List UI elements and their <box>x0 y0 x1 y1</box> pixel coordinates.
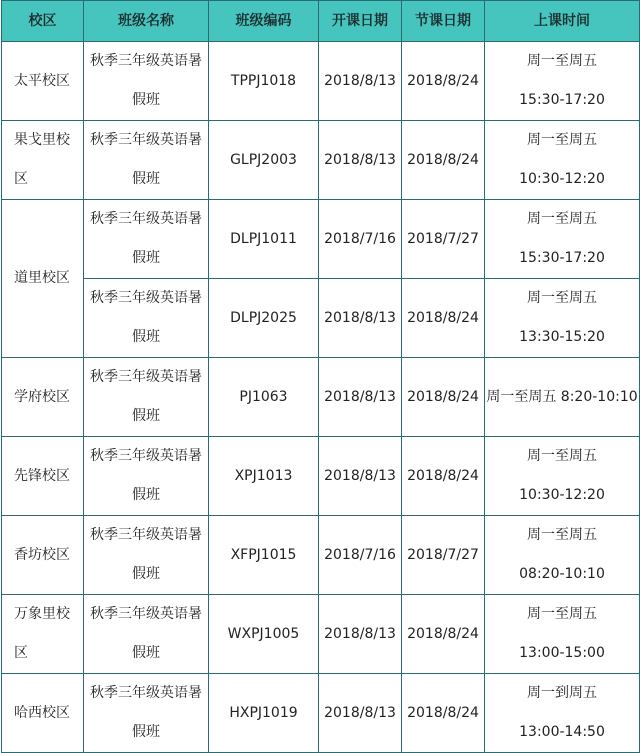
class-code-cell: HXPJ1019 <box>209 674 319 753</box>
class-schedule-table <box>1 0 640 753</box>
campus-cell <box>2 200 84 358</box>
campus-cell <box>2 42 84 121</box>
class-name-line: 秋季三年级英语暑 <box>90 448 202 464</box>
campus-text: 学府校区 <box>14 388 70 405</box>
class-code-cell: XPJ1013 <box>209 437 319 516</box>
end-date-cell: 2018/8/24 <box>402 674 485 753</box>
table-row <box>2 121 640 200</box>
class-name-cell <box>84 358 209 437</box>
header-end-date: 节课日期 <box>402 1 485 42</box>
campus-cell <box>2 516 84 595</box>
class-name-line: 假班 <box>132 566 160 582</box>
time-cell <box>485 516 640 595</box>
class-name-line: 秋季三年级英语暑 <box>90 290 202 306</box>
campus-text: 哈西校区 <box>14 704 70 721</box>
campus-cell <box>2 674 84 753</box>
time-line: 周一至周五 <box>527 448 597 464</box>
end-date-cell: 2018/8/24 <box>402 279 485 358</box>
class-name-cell <box>84 200 209 279</box>
time-line: 10:30-12:20 <box>519 171 605 187</box>
class-name-line: 假班 <box>132 171 160 187</box>
time-line: 13:00-14:50 <box>519 724 605 740</box>
time-cell <box>485 279 640 358</box>
class-name-line: 秋季三年级英语暑 <box>90 606 202 622</box>
campus-cell <box>2 121 84 200</box>
time-line: 周一至周五 <box>527 211 597 227</box>
class-code-cell: WXPJ1005 <box>209 595 319 674</box>
table-row <box>2 437 640 516</box>
class-name-cell <box>84 279 209 358</box>
end-date-cell: 2018/8/24 <box>402 437 485 516</box>
end-date-cell: 2018/7/27 <box>402 516 485 595</box>
campus-text: 先锋校区 <box>14 467 70 484</box>
table-row <box>2 358 640 437</box>
campus-text: 万象里校 <box>14 606 70 622</box>
campus-text: 区 <box>14 171 28 187</box>
class-name-line: 秋季三年级英语暑 <box>90 685 202 701</box>
class-name-cell <box>84 674 209 753</box>
class-name-line: 秋季三年级英语暑 <box>90 132 202 148</box>
class-name-line: 假班 <box>132 645 160 661</box>
class-name-line: 秋季三年级英语暑 <box>90 527 202 543</box>
table-row <box>2 674 640 753</box>
table-header-row <box>2 1 640 42</box>
class-name-line: 假班 <box>132 250 160 266</box>
start-date-cell: 2018/7/16 <box>319 200 402 279</box>
class-name-line: 假班 <box>132 487 160 503</box>
end-date-cell: 2018/8/24 <box>402 358 485 437</box>
start-date-cell: 2018/8/13 <box>319 674 402 753</box>
start-date-cell: 2018/8/13 <box>319 437 402 516</box>
time-line: 10:30-12:20 <box>519 487 605 503</box>
class-name-line: 假班 <box>132 408 160 424</box>
class-name-line: 秋季三年级英语暑 <box>90 211 202 227</box>
end-date-cell: 2018/7/27 <box>402 200 485 279</box>
campus-cell <box>2 595 84 674</box>
class-code-cell: XFPJ1015 <box>209 516 319 595</box>
start-date-cell: 2018/8/13 <box>319 595 402 674</box>
campus-text: 区 <box>14 645 28 661</box>
end-date-cell: 2018/8/24 <box>402 121 485 200</box>
time-cell <box>485 121 640 200</box>
end-date-cell: 2018/8/24 <box>402 42 485 121</box>
time-line: 周一至周五 <box>527 527 597 543</box>
class-name-cell <box>84 595 209 674</box>
class-name-line: 假班 <box>132 329 160 345</box>
time-line: 周一到周五 <box>527 685 597 701</box>
time-line: 周一至周五 <box>527 290 597 306</box>
start-date-cell: 2018/8/13 <box>319 42 402 121</box>
time-cell <box>485 437 640 516</box>
time-line: 周一至周五 <box>527 53 597 69</box>
start-date-cell: 2018/8/13 <box>319 358 402 437</box>
class-name-cell <box>84 516 209 595</box>
campus-text: 香坊校区 <box>14 546 70 563</box>
time-line: 15:30-17:20 <box>519 250 605 266</box>
header-campus: 校区 <box>2 1 84 42</box>
class-name-cell <box>84 437 209 516</box>
header-class-name: 班级名称 <box>84 1 209 42</box>
table-row <box>2 595 640 674</box>
time-line: 13:00-15:00 <box>519 645 605 661</box>
class-name-cell <box>84 121 209 200</box>
class-name-line: 秋季三年级英语暑 <box>90 53 202 69</box>
time-line: 08:20-10:10 <box>519 566 605 582</box>
time-cell <box>485 42 640 121</box>
class-code-cell: DLPJ2025 <box>209 279 319 358</box>
time-line: 周一至周五 <box>527 132 597 148</box>
header-class-code: 班级编码 <box>209 1 319 42</box>
header-time: 上课时间 <box>485 1 640 42</box>
class-code-cell: TPPJ1018 <box>209 42 319 121</box>
start-date-cell: 2018/7/16 <box>319 516 402 595</box>
time-line: 周一至周五 <box>527 606 597 622</box>
table-row <box>2 200 640 279</box>
time-cell <box>485 674 640 753</box>
campus-text: 果戈里校 <box>14 132 70 148</box>
class-code-cell: PJ1063 <box>209 358 319 437</box>
class-name-line: 秋季三年级英语暑 <box>90 369 202 385</box>
time-cell <box>485 200 640 279</box>
campus-text: 太平校区 <box>14 72 70 89</box>
header-start-date: 开课日期 <box>319 1 402 42</box>
time-cell: 周一至周五 8:20-10:10 <box>485 358 640 437</box>
class-code-cell: GLPJ2003 <box>209 121 319 200</box>
class-name-cell <box>84 42 209 121</box>
campus-cell <box>2 437 84 516</box>
table-row <box>2 516 640 595</box>
class-name-line: 假班 <box>132 724 160 740</box>
time-line: 15:30-17:20 <box>519 92 605 108</box>
end-date-cell: 2018/8/24 <box>402 595 485 674</box>
class-code-cell: DLPJ1011 <box>209 200 319 279</box>
table-row <box>2 279 640 358</box>
class-name-line: 假班 <box>132 92 160 108</box>
time-cell <box>485 595 640 674</box>
start-date-cell: 2018/8/13 <box>319 279 402 358</box>
start-date-cell: 2018/8/13 <box>319 121 402 200</box>
time-line: 13:30-15:20 <box>519 329 605 345</box>
campus-cell <box>2 358 84 437</box>
campus-text: 道里校区 <box>14 270 70 286</box>
table-row <box>2 42 640 121</box>
